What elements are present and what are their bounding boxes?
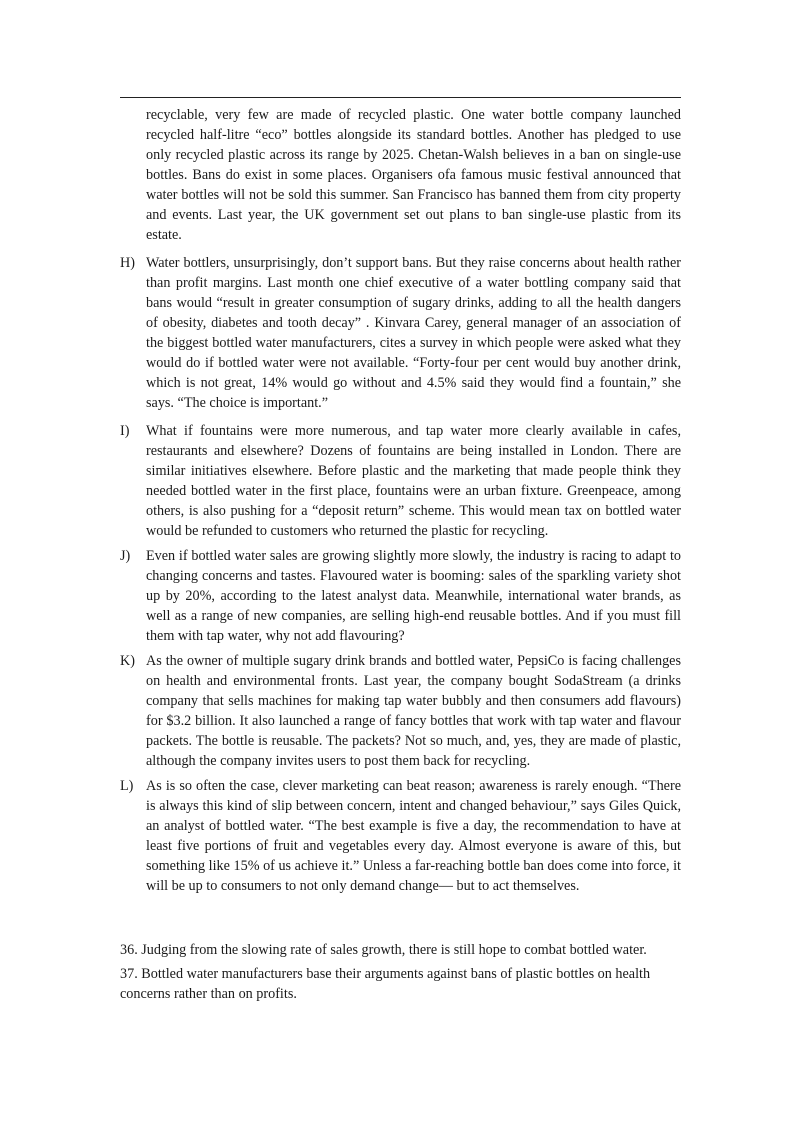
paragraph-text: Even if bottled water sales are growing slightly more slowly, the industry is racing to adapt to changing concerns and tastes. Flavoured water is booming: sales of the sparkling variety shot up by 20%, according to the latest analyst data. Meanwhile, international water brands, as well as a range of new companies, are selling high-end reusable bottles. And if you must fill them with tap water, why not add flavouring? <box>146 548 681 644</box>
paragraph-text: As the owner of multiple sugary drink brands and bottled water, PepsiCo is facing challenges on health and environmental fronts. Last year, the company bought SodaStream (a drinks company that sells machines for making tap water bubbly and then consumers add flavours) for $3.2 billion. It also launched a range of fancy bottles that work with tap water and flavour packets. The bottle is reusable. The packets? Not so much, and, yes, they are made of plastic, although the company invites users to post them back for recycling. <box>146 653 681 769</box>
paragraph-text: What if fountains were more numerous, and tap water more clearly available in cafes, restaurants and elsewhere? Dozens of fountains are being installed in London. There are similar initiatives elsewhere. Before plastic and the marketing that made people think they needed bottled water in the first place, fountains were an urban fixture. Greenpeace, among others, is also pushing for a “deposit return” scheme. This would mean tax on bottled water would be refunded to customers who returned the plastic for recycling. <box>146 423 681 539</box>
paragraph-text: recyclable, very few are made of recycled plastic. One water bottle company launched recycled half-litre “eco” bottles alongside its standard bottles. Another has pledged to use only recycled plastic across its range by 2025. Chetan-Walsh believes in a ban on single-use bottles. Bans do exist in some places. Organisers ofa famous music festival announced that water bottles will not be sold this summer. San Francisco has banned them from city property and events. Last year, the UK government set out plans to ban single-use plastic from its estate. <box>146 107 681 243</box>
paragraph-label: K) <box>120 653 135 669</box>
paragraph-k <box>120 651 681 771</box>
paragraph-label: I) <box>120 423 130 439</box>
paragraph-g-continued <box>120 105 681 245</box>
header-rule <box>120 97 681 98</box>
paragraph-text: As is so often the case, clever marketing can beat reason; awareness is rarely enough. “There is always this kind of slip between concern, intent and changed behaviour,” says Giles Quick, an analyst of bottled water. “The best example is five a day, the recommendation to have at least five portions of fruit and vegetables every day. Almost everyone is aware of this, but something like 15% of us achieve it.” Unless a far-reaching bottle ban does come into force, it will be up to consumers to not only demand change— but to act themselves. <box>146 778 681 894</box>
paragraph-j <box>120 546 681 646</box>
paragraph-i <box>120 421 681 541</box>
paragraph-h <box>120 253 681 413</box>
question-37: 37. Bottled water manufacturers base their arguments against bans of plastic bottles on health concerns rather than on profits. <box>120 966 651 1002</box>
paragraph-l <box>120 776 681 896</box>
paragraph-label: L) <box>120 778 134 794</box>
paragraph-text: Water bottlers, unsurprisingly, don’t support bans. But they raise concerns about health rather than profit margins. Last month one chief executive of a water bottling company said that bans would “result in greater consumption of sugary drinks, adding to all the health dangers of obesity, diabetes and tooth decay” . Kinvara Carey, general manager of an association of the biggest bottled water manufacturers, cites a survey in which people were asked what they would do if bottled water were not available. “Forty-four per cent would buy another drink, which is not great, 14% would go without and 4.5% said they would find a fountain,” she says. “The choice is important.” <box>146 255 681 411</box>
question-36: 36. Judging from the slowing rate of sales growth, there is still hope to combat bottled water. <box>120 942 647 958</box>
paragraph-label: H) <box>120 255 135 271</box>
paragraph-label: J) <box>120 548 131 564</box>
